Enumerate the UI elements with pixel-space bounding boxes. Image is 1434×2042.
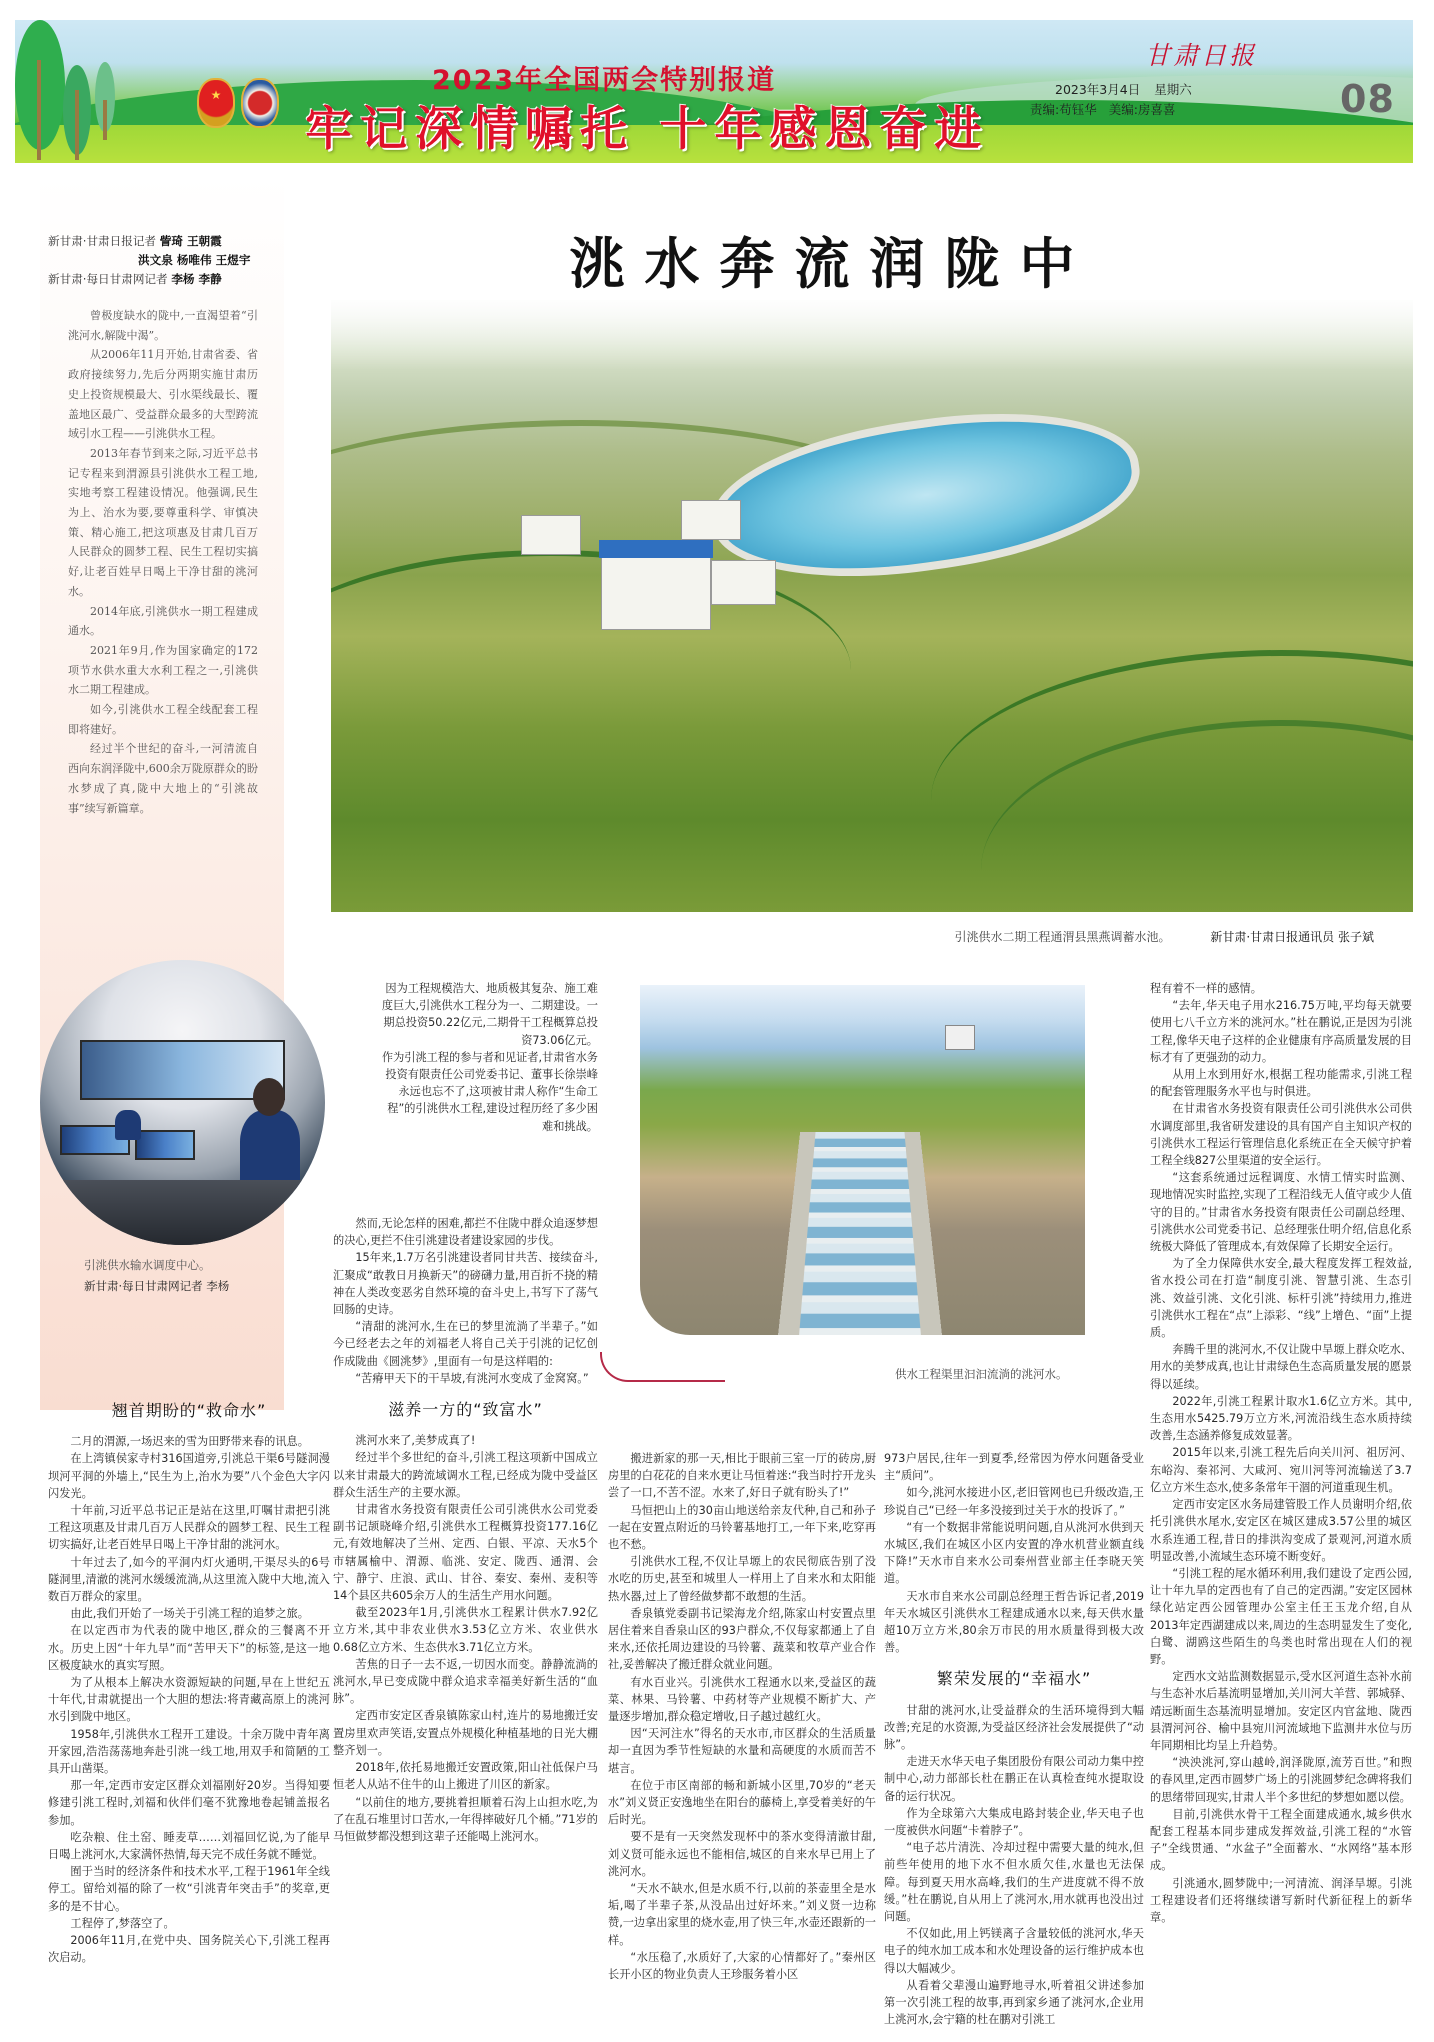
building-roof bbox=[599, 540, 713, 558]
section-heading: 滋养一方的“致富水” bbox=[388, 1400, 543, 1420]
control-center-photo bbox=[40, 960, 325, 1245]
canal-photo-caption: 供水工程渠里汩汩流淌的洮河水。 bbox=[895, 1367, 1068, 1381]
text-column-1: 翘首期盼的“救命水” 二月的渭源,一场迟来的雪为田野带来春的讯息。 在上湾镇侯家寺村316国道旁,引洮总干渠6号隧洞漫坝河平洞的外墙上,“民生为上,治水为要”八个金色大字闪闪发光。 十年前,习近平总书记正是站在这里,叮嘱甘肃把引洮工程这项惠及甘肃几百万人民群众的圆梦工程、民生工程切实搞好,让老百姓早日喝上干净甘甜的洮河水。 十年过去了,如今的平洞内灯火通明,干渠尽头的6号隧洞里,清澈的洮河水缓缓流淌,从这里流入陇中大地,流入数百万群众的家里。 由此,我们开始了一场关于引洮工程的追梦之旅。 在以定西市为代表的陇中地区,群众的三餐离不开水。历史上因“十年九旱”而“苦甲天下”的标签,是这一地区极度缺水的真实写照。 为了从根本上解决水资源短缺的问题,早在上世纪五十年代,甘肃就提出一个大胆的想法:将青藏高原上的洮河水引到陇中地区。 1958年,引洮供水工程开工建设。十余万陇中青年离开家园,浩浩荡荡地奔赴引洮一线工地,用双手和简陋的工具开山凿渠。 那一年,定西市安定区群众刘福刚好20岁。当得知要修建引洮工程时,刘福和伙伴们毫不犹豫地卷起铺盖报名参加。 吃杂粮、住土窑、睡麦草……刘福回忆说,为了能早日喝上洮河水,大家满怀热情,每天完不成任务就不睡觉。 囿于当时的经济条件和技术水平,工程于1961年全线停工。留给刘福的除了一枚“引洮青年突击手”的奖章,更多的是不甘心。 工程停了,梦落空了。 2006年11月,在党中央、国务院关心下,引洮工程再次启动。 bbox=[48, 1401, 330, 1965]
operator bbox=[240, 1110, 300, 1190]
sluice-house bbox=[945, 1025, 975, 1050]
monitor bbox=[135, 1130, 195, 1160]
article-intro: 曾极度缺水的陇中,一直渴望着“引洮河水,解陇中渴”。 从2006年11月开始,甘肃省委、省政府接续努力,先后分两期实施甘肃历史上投资规模最大、引水渠线最长、覆盖地区最广、受益群众最多的大型跨流域引水工程——引洮供水工程。 2013年春节到来之际,习近平总书记专程来到渭源县引洮供水工程工地,实地考察工程建设情况。他强调,民生为上、治水为要,要尊重科学、审慎决策、精心施工,把这项惠及甘肃几百万人民群众的圆梦工程、民生工程切实搞好,让老百姓早日喝上干净甘甜的洮河水。 2014年底,引洮供水一期工程建成通水。 2021年9月,作为国家确定的172项节水供水重大水利工程之一,引洮供水二期工程建成。 如今,引洮供水工程全线配套工程即将建好。 经过半个世纪的奋斗,一河清流自西向东润泽陇中,600余万陇原群众的盼水梦成了真,陇中大地上的“引洮故事”续写新篇章。 bbox=[68, 309, 258, 815]
banner-headline: 牢记深情嘱托 十年感恩奋进 bbox=[305, 102, 990, 157]
byline-row: 新甘肃·每日甘肃网记者 李杨 李静 bbox=[48, 272, 222, 286]
text-column-4: 973户居民,往年一到夏季,经常因为停水问题备受业主“质问”。 如今,洮河水接进小区,老旧管网也已升级改造,王珍说自己“已经一年多没接到过关于水的投诉了。” “有一个数据非常能说明问题,自从洮河水供到天水城区,我们在城区小区内安置的净水机营业额直线下降!”天水市自来水公司秦州营业部主任李晓天笑道。 天水市自来水公司副总经理王哲告诉记者,2019年天水城区引洮供水工程建成通水以来,每天供水量超10万立方米,80余万市民的用水质量得到极大改善。 繁荣发展的“幸福水” 甘甜的洮河水,让受益群众的生活环境得到大幅改善;充足的水资源,为受益区经济社会发展提供了“动脉”。 走进天水华天电子集团股份有限公司动力集中控制中心,动力部部长杜在鹏正在认真检查纯水提取设备的运行状况。 作为全球第六大集成电路封装企业,华天电子也一度被供水问题“卡着脖子”。 “电子芯片清洗、冷却过程中需要大量的纯水,但前些年使用的地下水不但水质欠佳,水量也无法保障。每到夏天用水高峰,我们的生产进度就不得不放缓。”杜在鹏说,自从用上了洮河水,用水就再也没出过问题。 不仅如此,用上钙镁离子含量较低的洮河水,华天电子的纯水加工成本和水处理设备的运行维护成本也得以大幅减少。 从看着父辈漫山遍野地寻水,听着祖父讲述参加第一次引洮工程的故事,再到家乡通了洮河水,企业用上洮河水,会宁籍的杜在鹏对引洮工 bbox=[884, 1452, 1144, 2027]
editor-credits bbox=[1030, 100, 1183, 118]
operator bbox=[115, 1110, 141, 1140]
banner-subtitle: 2023年全国两会特别报道 bbox=[432, 65, 777, 96]
operator-head bbox=[253, 1078, 285, 1116]
tree-trunk bbox=[75, 90, 79, 160]
text-column-2-top: 因为工程规模浩大、地质极其复杂、施工难度巨大,引洮供水工程分为一、二期建设。一期总投资50.22亿元,二期骨干工程概算总投资73.06亿元。 作为引洮工程的参与者和见证者,甘肃省水务投资有限责任公司党委书记、董事长徐崇峰永远也忘不了,这项被甘肃人称作“生命工程”的引洮供水工程,建设过程历经了多少困难和挑战。 bbox=[381, 982, 598, 1133]
text-column-2: 然而,无论怎样的困难,都拦不住陇中群众追逐梦想的决心,更拦不住引洮建设者建设家园的步伐。 15年来,1.7万名引洮建设者同甘共苦、接续奋斗,汇聚成“敢教日月换新天”的磅礴力量,用百折不挠的精神在人类改变恶劣自然环境的奋斗史上,书写下了荡气回肠的史诗。 “清甜的洮河水,生在已的梦里流淌了半辈子。”如今已经老去之年的刘福老人将自己关于引洮的记忆创作成陇曲《圆洮梦》,里面有一句是这样唱的: “苦瘠甲天下的干旱坡,有洮河水变成了金窝窝。” 滋养一方的“致富水” 洮河水来了,美梦成真了! 经过半个多世纪的奋斗,引洮工程这项新中国成立以来甘肃最大的跨流域调水工程,已经成为陇中受益区群众生活生产的主要水源。 甘肃省水务投资有限责任公司引洮供水公司党委副书记颉晓峰介绍,引洮供水工程概算投资177.16亿元,有效地解决了兰州、定西、白银、平凉、天水5个市辖属榆中、渭源、临洮、安定、陇西、通渭、会宁、静宁、庄浪、武山、甘谷、秦安、秦州、麦积等14个县区共605余万人的生活生产用水问题。 截至2023年1月,引洮供水工程累计供水7.92亿立方米,其中非农业供水3.53亿立方米、农业供水0.68亿立方米、生态供水3.71亿立方米。 苦焦的日子一去不返,一切因水而变。静静流淌的洮河水,早已变成陇中群众追求幸福美好新生活的“血脉”。 定西市安定区香泉镇陈家山村,连片的易地搬迁安置房里欢声笑语,安置点外规模化种植基地的日光大棚整齐划一。 2018年,依托易地搬迁安置政策,阳山社低保户马恒老人从站不住牛的山上搬进了川区的新家。 “以前住的地方,要挑着担顺着石沟上山担水吃,为了在乱石堆里讨口苦水,一年得摔破好几个桶。”71岁的马恒做梦都没想到这辈子还能喝上洮河水。 bbox=[333, 1217, 598, 1843]
byline-row: 洪文泉 杨唯伟 王煜宇 bbox=[138, 253, 251, 267]
building bbox=[681, 500, 741, 540]
building bbox=[521, 515, 581, 555]
designer: 美编:房喜喜 bbox=[1108, 102, 1176, 117]
section-heading: 翘首期盼的“救命水” bbox=[111, 1401, 267, 1420]
canal-photo bbox=[640, 985, 1085, 1335]
building bbox=[601, 550, 711, 630]
desk bbox=[40, 1180, 325, 1245]
issue-date bbox=[1055, 80, 1202, 98]
national-emblem-icon: ★ bbox=[197, 78, 235, 128]
control-center-caption: 引洮供水输水调度中心。 新甘肃·每日甘肃网记者 李杨 bbox=[84, 1258, 230, 1293]
main-photo-caption: 引洮供水二期工程通渭县黑燕调蓄水池。 新甘肃·甘肃日报通讯员 张子斌 bbox=[954, 930, 1374, 944]
reservoir-aerial-photo bbox=[331, 300, 1413, 912]
date: 2023年3月4日 bbox=[1055, 82, 1141, 97]
text-column-5: 程有着不一样的感情。 “去年,华天电子用水216.75万吨,平均每天就要使用七八千立方米的洮河水。”杜在鹏说,正是因为引洮工程,像华天电子这样的企业健康有序高质量发展的目标才有了更强劲的动力。 从用上水到用好水,根据工程功能需求,引洮工程的配套管理服务水平也与时俱进。 在甘肃省水务投资有限责任公司引洮供水公司供水调度部里,我省研发建设的具有国产自主知识产权的引洮供水工程运行管理信息化系统正在全天候守护着工程全线827公里渠道的安全运行。 “这套系统通过远程调度、水情工情实时监测、现地情况实时监控,实现了工程沿线无人值守或少人值守的目的。”甘肃省水务投资有限责任公司副总经理、引洮供水公司党委书记、总经理张仕明介绍,信息化系统极大降低了管理成本,有效保障了长期安全运行。 为了全力保障供水安全,最大程度发挥工程效益,省水投公司在打造“制度引洮、智慧引洮、生态引洮、效益引洮、文化引洮、标杆引洮”持续用力,推进引洮供水工程在“点”上添彩、“线”上增色、“面”上提质。 奔腾千里的洮河水,不仅让陇中旱塬上群众吃水、用水的美梦成真,也让甘肃绿色生态高质量发展的愿景得以延续。 2022年,引洮工程累计取水1.6亿立方米。其中,生态用水5425.79万立方米,河流沿线生态水质持续改善,生态涵养修复成效显著。 2015年以来,引洮工程先后向关川河、祖厉河、东峪沟、秦祁河、大咸河、宛川河等河流输送了3.7亿立方米生态水,使多条常年干涸的河道重现生机。 定西市安定区水务局建管股工作人员谢明介绍,依托引洮供水尾水,安定区在城区建成3.57公里的城区水系连通工程,昔日的排洪沟变成了景观河,河道水质明显改善,小流域生态环境不断变好。 “引洮工程的尾水循环利用,我们建设了定西公园,让十年九旱的定西也有了自己的定西湖。”安定区园林绿化站定西公园管理办公室主任王玉龙介绍,自从2013年定西湖建成以来,周边的生态明显发生了变化,白鹭、湖鸥这些陌生的鸟类也时常出现在人们的视野。 定西水文站监测数据显示,受水区河道生态补水前与生态补水后基流明显增加,关川河大羊营、郭城驿、靖远断面生态基流明显增加。安定区内官盆地、陇西县渭河河谷、榆中县宛川河流域地下监测井水位与历年同期相比均呈上升趋势。 “泱泱洮河,穿山越岭,润泽陇原,流芳百世。”和煦的春风里,定西市圆梦广场上的引洮圆梦纪念碑将我们的思绪带回现实,甘肃人半个多世纪的梦想如愿以偿。 目前,引洮供水骨干工程全面建成通水,城乡供水配套工程基本同步建成发挥效益,引洮工程的“水管子”全线贯通、“水盆子”全面蓄水、“水网络”基本形成。 引洮通水,圆梦陇中;一河清流、润泽旱塬。引洮工程建设者们还将继续谱写新时代新征程上的新华章。 bbox=[1150, 982, 1412, 1924]
cppcc-emblem-icon bbox=[241, 78, 279, 128]
section-heading: 繁荣发展的“幸福水” bbox=[936, 1669, 1092, 1689]
page-number: 08 bbox=[1340, 77, 1395, 121]
water-channel bbox=[776, 1132, 944, 1335]
article-title: 洮水奔流润陇中 bbox=[569, 232, 1095, 296]
newspaper-logo: 甘肃日报 bbox=[1145, 41, 1258, 70]
byline-row: 新甘肃·甘肃日报记者 訾琦 王朝霞 bbox=[48, 234, 222, 248]
decorative-frame bbox=[600, 1352, 725, 1382]
building bbox=[711, 560, 776, 605]
text-column-3: 搬进新家的那一天,相比于眼前三室一厅的砖房,厨房里的白花花的自来水更让马恒着迷:“我当时拧开龙头尝了一口,不苦不涩。水来了,好日子就有盼头了!” 马恒把山上的30亩山地送给亲友代种,自己和孙子一起在安置点附近的马铃薯基地打工,一年下来,吃穿再也不愁。 引洮供水工程,不仅让旱塬上的农民彻底告别了没水吃的历史,甚至和城里人一样用上了自来水和太阳能热水器,过上了曾经做梦都不敢想的生活。 香泉镇党委副书记梁海龙介绍,陈家山村安置点里居住着来自香泉山区的93户群众,不仅每家都通上了自来水,还依托周边建设的马铃薯、蔬菜和牧草产业合作社,妥善解决了搬迁群众就业问题。 有水百业兴。引洮供水工程通水以来,受益区的蔬菜、林果、马铃薯、中药材等产业规模不断扩大、产量逐步增加,群众稳定增收,日子越过越红火。 因“天河注水”得名的天水市,市区群众的生活质量却一直因为季节性短缺的水量和高硬度的水质而苦不堪言。 在位于市区南部的畅和新城小区里,70岁的“老天水”刘义贤正安逸地坐在阳台的藤椅上,享受着美好的午后时光。 要不是有一天突然发现杯中的茶水变得清澈甘甜,刘义贤可能永远也不能相信,城区的自来水早已用上了洮河水。 “天水不缺水,但是水质不行,以前的茶壶里全是水垢,喝了半辈子茶,从没品出过好坏来。”刘义贤一边称赞,一边拿出家里的烧水壶,用了快三年,水壶还跟新的一样。 “水压稳了,水质好了,大家的心情都好了。”秦州区长开小区的物业负责人王珍服务着小区 bbox=[608, 1452, 876, 1982]
page-banner bbox=[15, 20, 1413, 163]
editor: 责编:苟钰华 bbox=[1030, 102, 1097, 117]
tree-trunk bbox=[37, 60, 41, 160]
weekday: 星期六 bbox=[1154, 82, 1192, 97]
tree-trunk bbox=[103, 100, 107, 140]
